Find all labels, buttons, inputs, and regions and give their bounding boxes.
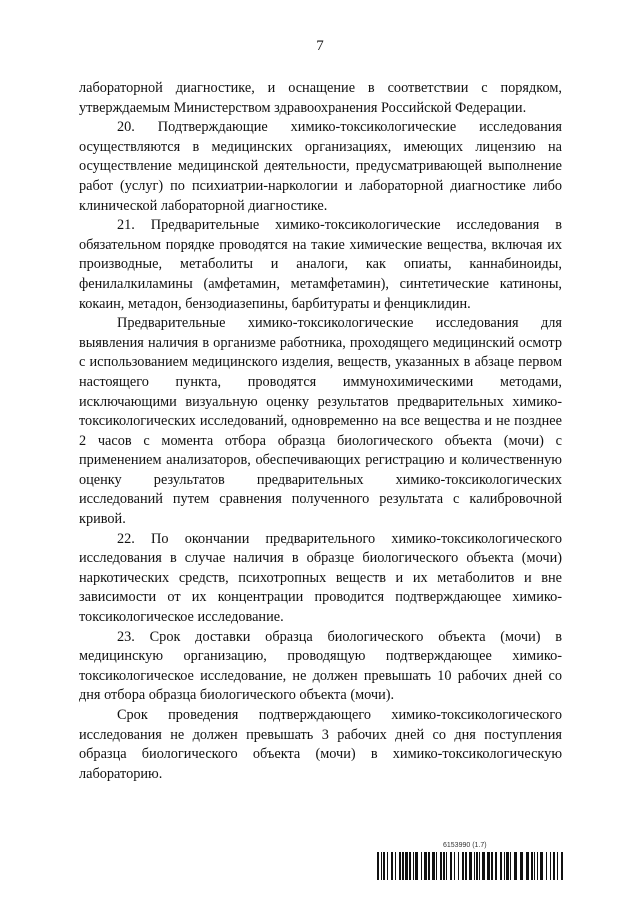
- paragraph-item-22: 22. По окончании предварительного химико-токсикологического исследования в случае наличия в образце биологического объекта (мочи) наркотических средств, психотропных веществ и их метаболитов и вне зависимости от их концентрации проводится подтверждающее химико-токсикологическое исследование.: [79, 530, 562, 626]
- paragraph-item-23-part-2: Срок проведения подтверждающего химико-токсикологического исследования не должен превышать 3 рабочих дней со дня поступления образца биологического объекта (мочи) в химико-токсикологическую лабораторию.: [79, 707, 562, 782]
- barcode-label: 6153990 (1.7): [443, 842, 487, 849]
- paragraph-item-21-part-2: Предварительные химико-токсикологические исследования для выявления наличия в организме работника, проходящего медицинский осмотр с использованием медицинского изделия, веществ, указанных в абзаце первом настоящего пункта, проводятся иммунохимическими методами, исключающими визуальную оценку результатов предварительных химико-токсикологических исследований, одновременно на все вещества и не позднее 2 часов с момента отбора образца биологического объекта (мочи) с применением анализаторов, обеспечивающих регистрацию и количественную оценку результатов предварительных химико-токсикологических исследований путем сравнения полученного результата с калибровочной кривой.: [79, 315, 562, 528]
- page-number: 7: [316, 38, 324, 54]
- document-barcode: [377, 842, 563, 882]
- paragraph-item-23: 23. Срок доставки образца биологического объекта (мочи) в медицинскую организацию, проводящую подтверждающее химико-токсикологическое исследование, не должен превышать 10 рабочих дней со дня отбора образца биологического объекта (мочи).: [79, 628, 562, 704]
- paragraph-item-20: 20. Подтверждающие химико-токсикологические исследования осуществляются в медицинских организациях, имеющих лицензию на осуществление медицинской деятельности, предусматривающей выполнение работ (услуг) по психиатрии-наркологии и лабораторной диагностике либо клинической лабораторной диагностике.: [79, 119, 562, 214]
- paragraph-item-21: 21. Предварительные химико-токсикологические исследования в обязательном порядке проводятся на такие химические вещества, включая их производные, метаболиты и аналоги, как опиаты, каннабиноиды, фенилалкиламины (амфетамин, метамфетамин), синтетические катиноны, кокаин, метадон, бензодиазепины, барбитураты и фенциклидин.: [79, 217, 562, 312]
- paragraph-continuation: лабораторной диагностике, и оснащение в соответствии с порядком, утверждаемым Министерством здравоохранения Российской Федерации.: [79, 80, 562, 116]
- document-body: [79, 79, 562, 784]
- barcode-bars: [377, 852, 563, 880]
